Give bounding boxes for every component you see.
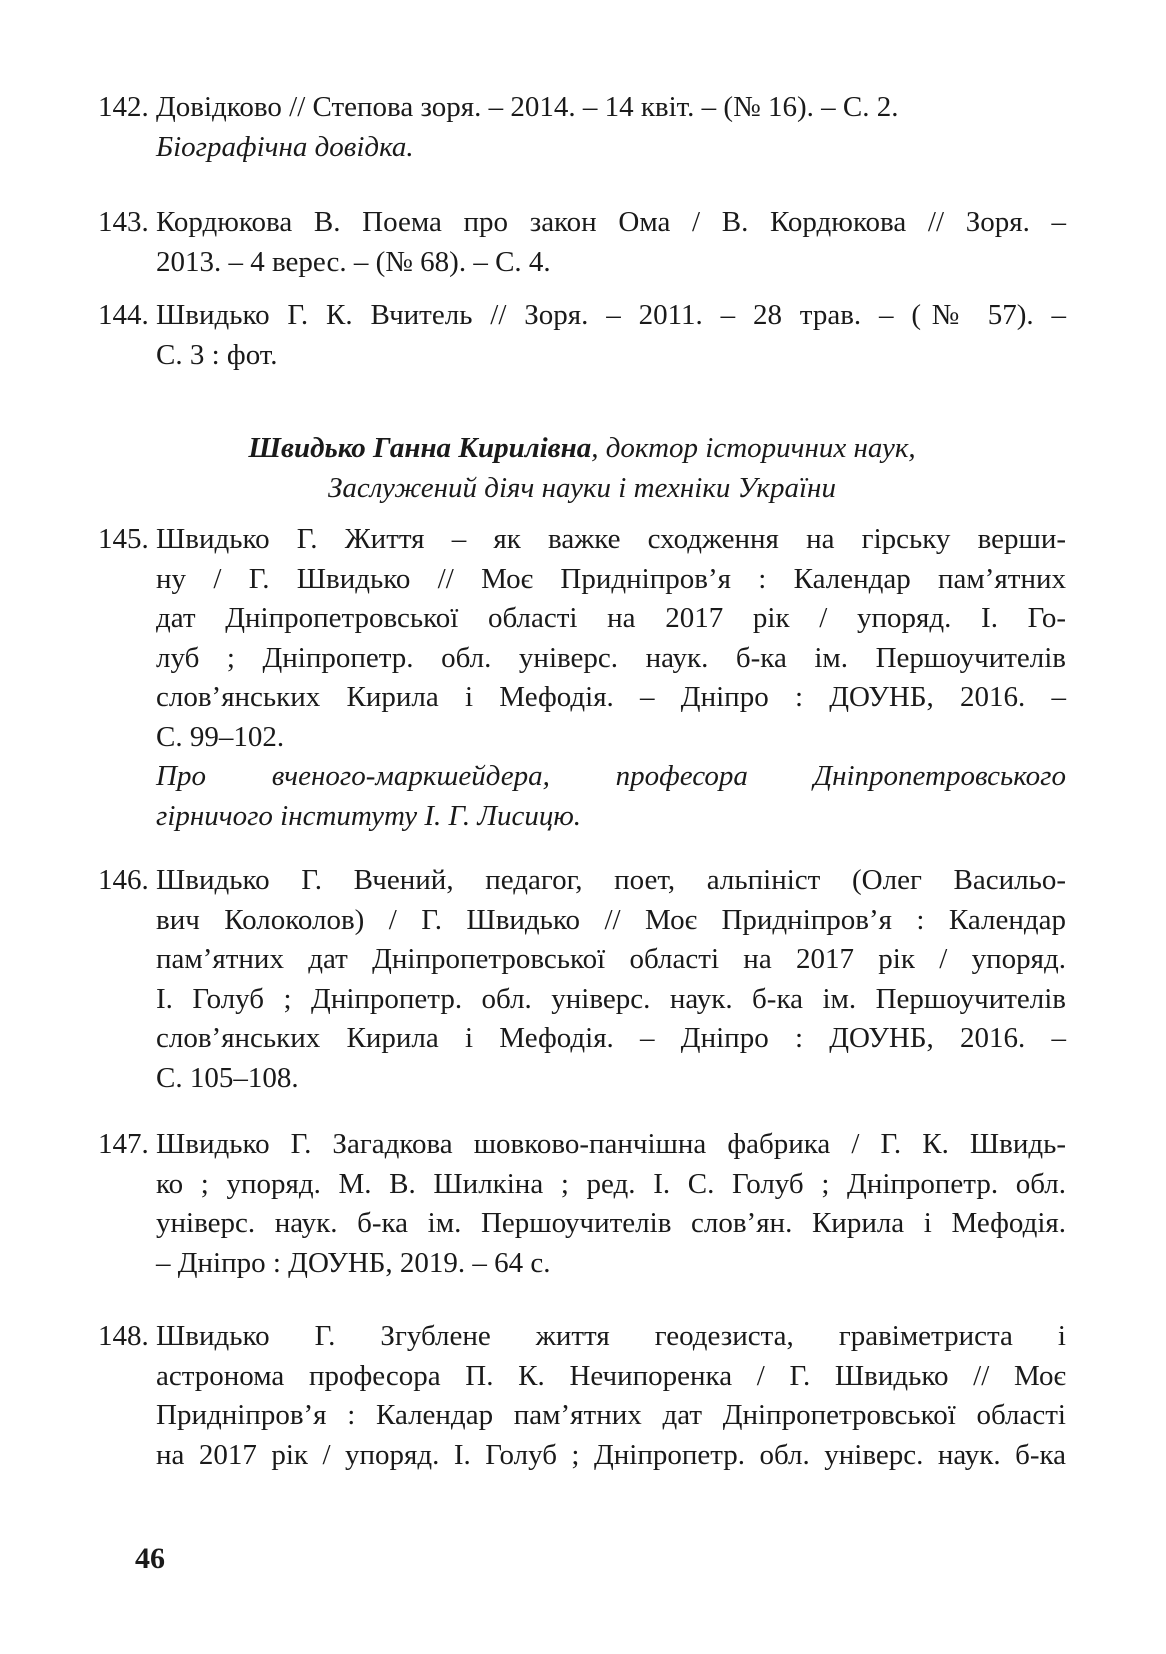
person-name: Швидько Ганна Кирилівна	[248, 432, 592, 464]
entry-number: 147.	[98, 1128, 149, 1160]
entry-text-line: Швидько Г. К. Вчитель // Зоря. – 2011. – 28 трав. – (№ 57). –	[156, 299, 1066, 331]
entry-text-line: Кордюкова В. Поема про закон Ома / В. Кордюкова // Зоря. –	[156, 206, 1066, 238]
entry-number: 148.	[98, 1320, 149, 1352]
entry-text-line: С. 3 : фот.	[156, 338, 278, 371]
entry-text-line: Довідково // Степова зоря. – 2014. – 14 квіт. – (№ 16). – С. 2.	[156, 91, 899, 123]
entry-text-line: Швидько Г. Загадкова шовково-панчішна фабрика / Г. К. Швидь-	[156, 1128, 1066, 1160]
bibliography-entry-146	[98, 861, 1066, 1098]
section-heading-line-1	[98, 428, 1066, 468]
entry-text-line: Придніпров’я : Календар пам’ятних дат Дніпропетровської області	[156, 1399, 1066, 1431]
entry-text-line: Швидько Г. Вчений, педагог, поет, альпініст (Олег Васильо-	[156, 864, 1066, 896]
section-heading-line-2: Заслужений діяч науки і техніки України	[328, 472, 836, 504]
entry-text-line: С. 105–108.	[156, 1061, 299, 1094]
entry-text-line: – Дніпро : ДОУНБ, 2019. – 64 с.	[156, 1246, 551, 1279]
entry-text-line: Швидько Г. Згублене життя геодезиста, гравіметриста і	[156, 1320, 1066, 1352]
entry-text-line: пам’ятних дат Дніпропетровської області на 2017 рік / упоряд.	[156, 943, 1066, 975]
entry-text-line: 2013. – 4 верес. – (№ 68). – С. 4.	[156, 245, 551, 278]
entry-number: 144.	[98, 299, 149, 331]
entry-text-line: ну / Г. Швидько // Моє Придніпров’я : Календар пам’ятних	[156, 562, 1066, 595]
entry-text-line: І. Голуб ; Дніпропетр. обл. універс. наук. б-ка ім. Першоучителів	[156, 982, 1066, 1015]
entry-annotation-line: гірничого інституту І. Г. Лисицю.	[156, 799, 582, 832]
person-title: , доктор історичних наук,	[591, 432, 916, 464]
entry-text-line: С. 99–102.	[156, 720, 285, 753]
entry-annotation: Біографічна довідка.	[156, 130, 414, 163]
entry-text-line: Швидько Г. Життя – як важке сходження на гірську верши-	[156, 523, 1066, 555]
entry-number: 142.	[98, 91, 149, 123]
entry-text-line: на 2017 рік / упоряд. І. Голуб ; Дніпропетр. обл. універс. наук. б-ка	[156, 1438, 1066, 1471]
entry-text-line: вич Колоколов) / Г. Швидько // Моє Придніпров’я : Календар	[156, 903, 1066, 936]
bibliography-entry-144	[98, 296, 1066, 375]
section-heading	[98, 428, 1066, 508]
entry-number: 143.	[98, 206, 149, 238]
entry-text-line: дат Дніпропетровської області на 2017 рік / упоряд. І. Го-	[156, 602, 1066, 634]
entry-text-line: астронома професора П. К. Нечипоренка / Г. Швидько // Моє	[156, 1359, 1066, 1392]
bibliography-entry-145	[98, 520, 1066, 836]
entry-text-line: ко ; упоряд. М. В. Шилкіна ; ред. І. С. Голуб ; Дніпропетр. обл.	[156, 1167, 1066, 1200]
entry-text-line: слов’янських Кирила і Мефодія. – Дніпро : ДОУНБ, 2016. –	[156, 1022, 1066, 1054]
bibliography-entry-143	[98, 203, 1066, 282]
bibliography-entry-147	[98, 1125, 1066, 1283]
page-number: 46	[135, 1542, 165, 1575]
bibliography-entry-142	[98, 88, 1066, 167]
entry-text-line: універс. наук. б-ка ім. Першоучителів слов’ян. Кирила і Мефодія.	[156, 1207, 1066, 1239]
entry-text-line: слов’янських Кирила і Мефодія. – Дніпро : ДОУНБ, 2016. –	[156, 681, 1066, 713]
entry-text-line: луб ; Дніпропетр. обл. універс. наук. б-ка ім. Першоучителів	[156, 641, 1066, 674]
entry-annotation-line: Про вченого-маркшейдера, професора Дніпропетровського	[156, 760, 1066, 792]
entry-number: 146.	[98, 864, 149, 896]
bibliography-entry-148	[98, 1317, 1066, 1475]
entry-number: 145.	[98, 523, 149, 555]
